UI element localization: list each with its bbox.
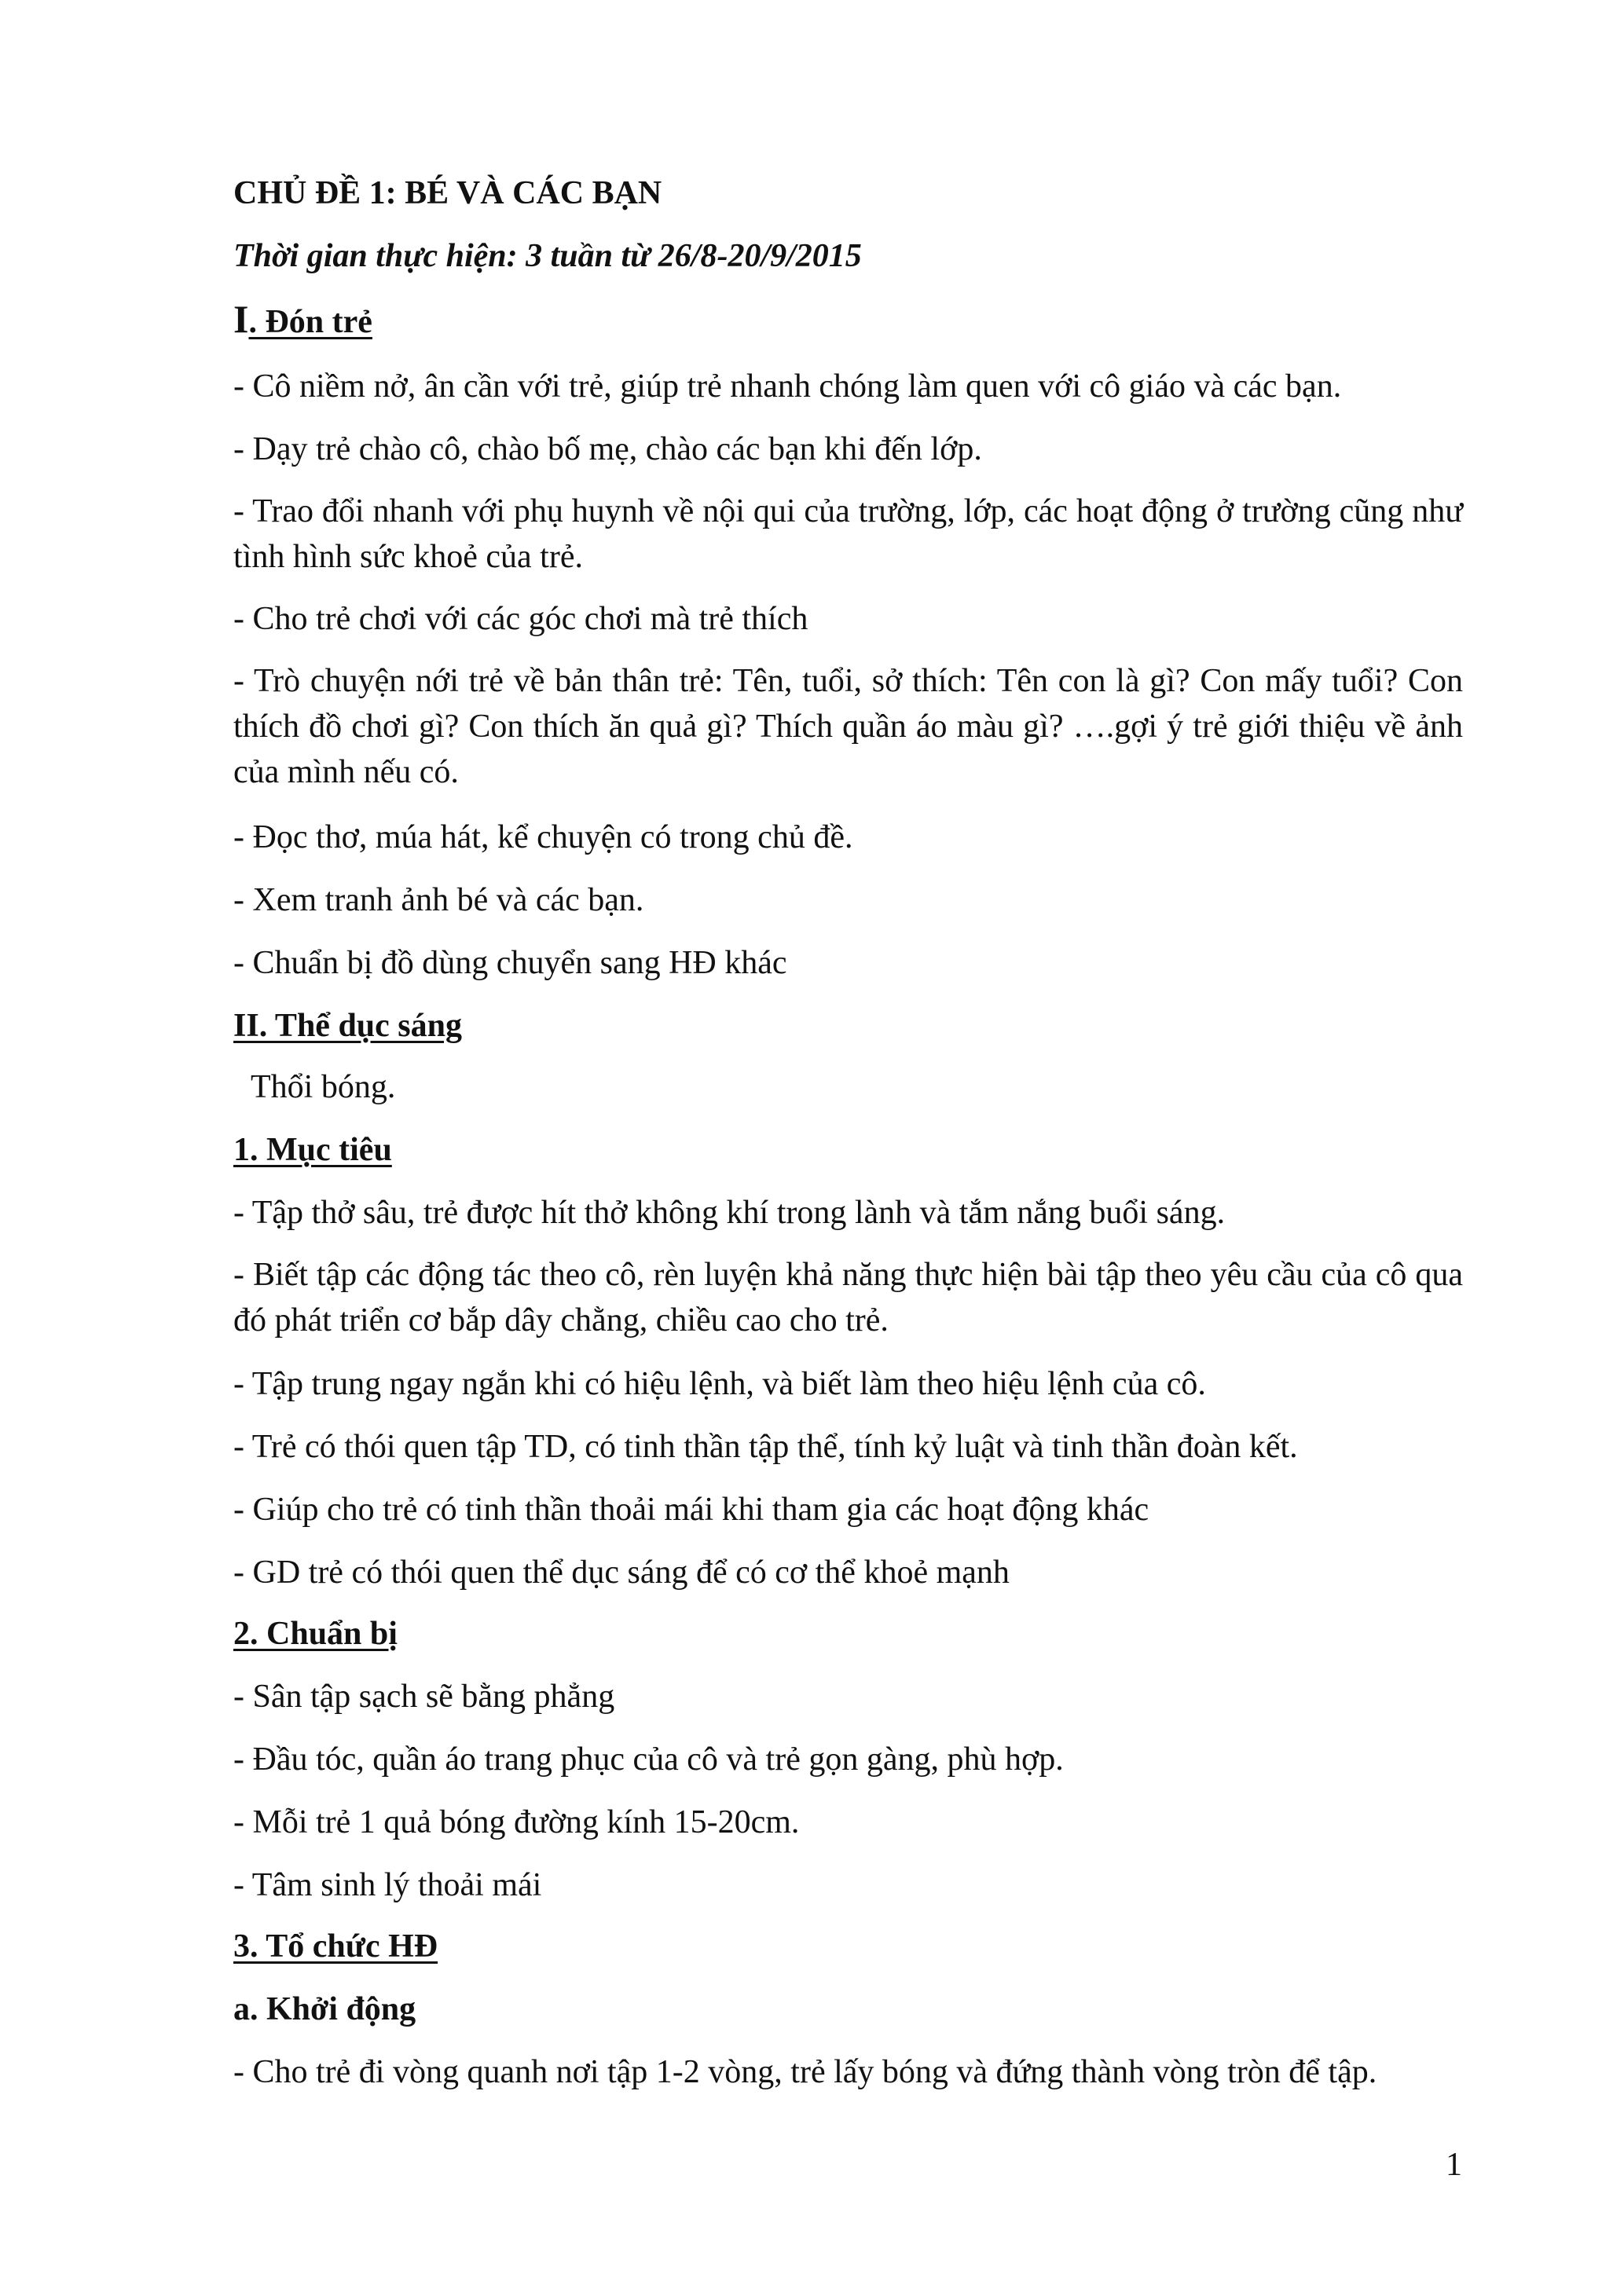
document-title: CHỦ ĐỀ 1: BÉ VÀ CÁC BẠN: [233, 175, 662, 211]
list-item: - Mỗi trẻ 1 quả bóng đường kính 15-20cm.: [233, 1804, 800, 1840]
list-item: - Đọc thơ, múa hát, kể chuyện có trong chủ đề.: [233, 819, 853, 855]
list-item: - Tập trung ngay ngắn khi có hiệu lệnh, và biết làm theo hiệu lệnh của cô.: [233, 1366, 1206, 1402]
list-item: - Tập thở sâu, trẻ được hít thở không khí trong lành và tắm nắng buổi sáng.: [233, 1195, 1226, 1231]
preparation-heading: 2. Chuẩn bị: [233, 1616, 398, 1652]
list-item: - Giúp cho trẻ có tinh thần thoải mái khi tham gia các hoạt động khác: [233, 1492, 1149, 1528]
organization-heading-text: 3. Tổ chức HĐ: [233, 1928, 438, 1965]
warm-up-heading: a. Khởi động: [233, 1991, 416, 2027]
organization-heading: [233, 1924, 438, 1968]
list-item: - Trò chuyện nới trẻ về bản thân trẻ: Tên, tuổi, sở thích: Tên con là gì? Con mấy tuổi? Con thích đồ chơi gì? Con thích ăn quả gì? Thích quần áo màu gì? ….gợi ý trẻ giới thiệu về ảnh của mình nếu có.: [233, 663, 1463, 790]
section-2-heading: II. Thể dục sáng: [233, 1008, 463, 1044]
list-item: - Trao đổi nhanh với phụ huynh về nội qui của trường, lớp, các hoạt động ở trường cũng như tình hình sức khoẻ của trẻ.: [233, 493, 1463, 575]
page-number: 1: [1446, 2147, 1462, 2183]
list-item: - Xem tranh ảnh bé và các bạn.: [233, 882, 644, 918]
list-item: - Cô niềm nở, ân cần với trẻ, giúp trẻ nhanh chóng làm quen với cô giáo và các bạn.: [233, 368, 1342, 405]
list-item: - Trẻ có thói quen tập TD, có tinh thần tập thể, tính kỷ luật và tinh thần đoàn kết.: [233, 1429, 1298, 1465]
exercise-name: Thổi bóng.: [251, 1069, 396, 1105]
time-period: Thời gian thực hiện: 3 tuần từ 26/8-20/9/2015: [233, 238, 862, 274]
list-item: - Tâm sinh lý thoải mái: [233, 1867, 542, 1903]
list-item: - Biết tập các động tác theo cô, rèn luyện khả năng thực hiện bài tập theo yêu cầu của cô qua đó phát triển cơ bắp dây chằng, chiều cao cho trẻ.: [233, 1257, 1463, 1338]
section-1-heading: [233, 297, 380, 344]
section-1-roman: I: [233, 297, 249, 341]
list-item: - Cho trẻ chơi với các góc chơi mà trẻ thích: [233, 601, 808, 637]
objectives-heading: 1. Mục tiêu: [233, 1132, 392, 1168]
list-item: - Sân tập sạch sẽ bằng phẳng: [233, 1679, 615, 1715]
list-item: - Cho trẻ đi vòng quanh nơi tập 1-2 vòng, trẻ lấy bóng và đứng thành vòng tròn để tập.: [233, 2054, 1377, 2090]
list-item: - Chuẩn bị đồ dùng chuyển sang HĐ khác: [233, 945, 787, 981]
list-item: - Đầu tóc, quần áo trang phục của cô và trẻ gọn gàng, phù hợp.: [233, 1741, 1064, 1778]
list-item: - Dạy trẻ chào cô, chào bố mẹ, chào các bạn khi đến lớp.: [233, 431, 982, 467]
list-item: - GD trẻ có thói quen thể dục sáng để có cơ thể khoẻ mạnh: [233, 1554, 1010, 1591]
section-1-heading-text: . Đón trẻ: [248, 304, 372, 340]
